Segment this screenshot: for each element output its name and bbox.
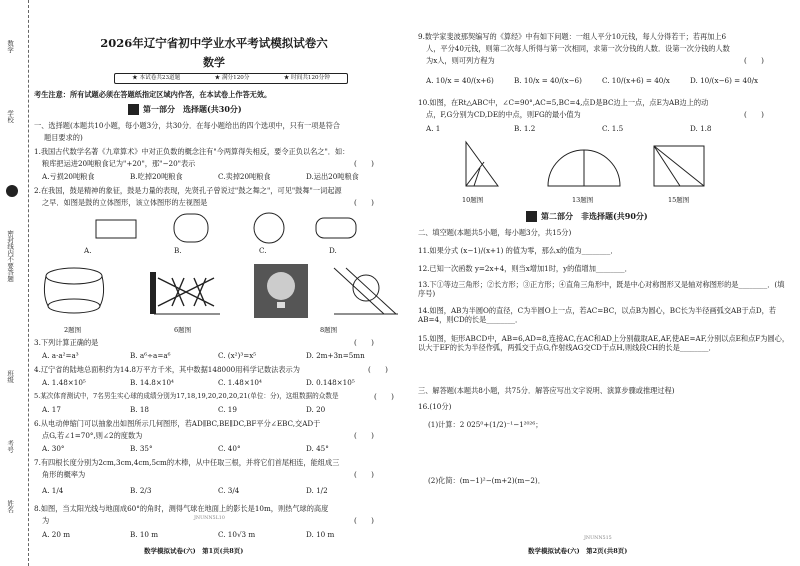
drum-option-b-icon bbox=[174, 214, 208, 242]
question-9-options bbox=[426, 76, 778, 85]
figure-caption-q8: 8题图 bbox=[320, 326, 338, 334]
part1-instructions: 一、选择题(本题共10小题，每小题3分，共30分．在每小题给出的四个选项中，只有一项是符合 bbox=[34, 121, 340, 130]
option-d[interactable]: D. 10 m bbox=[306, 530, 335, 539]
figure-caption-q13: 13题图 bbox=[572, 196, 594, 204]
question-14: 14.如图，AB为半圆O的直径，C为半圆O上一点，若AC=BC，以点B为圆心，BC长为半径画弧交AB于点D，若AB=4，则CD的长是________． bbox=[418, 306, 777, 324]
option-d[interactable]: D. 20 bbox=[306, 405, 326, 414]
option-a[interactable]: A. 1/4 bbox=[42, 486, 64, 495]
question-3-bracket: ( ) bbox=[354, 338, 374, 347]
option-a[interactable]: A. 20 m bbox=[42, 530, 71, 539]
question-8-line2: 为 bbox=[42, 516, 50, 525]
question-2-option-figures bbox=[34, 212, 402, 264]
question-6-line2: 点G,若∠1=70°,则∠2的度数为 bbox=[42, 431, 143, 440]
question-11: 11.如果分式 (x−1)/(x+1) 的值为零，那么x的值为________． bbox=[418, 246, 618, 255]
binding-exam-no: 考号 bbox=[6, 440, 15, 453]
option-d[interactable]: D. 10/(x−6) = 40/x bbox=[690, 76, 759, 85]
question-9-line2: 人，平分40元钱，则第二次每人所得与第一次相同，求第一次分钱的人数．设第一次分钱的人数 bbox=[426, 44, 730, 53]
drum-option-d-icon bbox=[316, 218, 356, 238]
question-7-bracket: ( ) bbox=[354, 470, 374, 479]
option-d[interactable]: D. 1/2 bbox=[306, 486, 328, 495]
question-6-options bbox=[42, 444, 394, 453]
question-5: 5.某次体育测试中，7名男生实心球的成绩分别为17,18,19,20,20,20,21(单位：分)，这组数据的众数是 bbox=[34, 392, 339, 400]
option-c[interactable]: C. 1.5 bbox=[602, 124, 624, 133]
question-3-options bbox=[42, 351, 394, 360]
question-12: 12.已知一次函数 y=2x+4，则当x增加1时，y的值增加________． bbox=[418, 264, 632, 273]
question-5-options bbox=[42, 405, 394, 414]
question-16: 16.(10分) bbox=[418, 402, 452, 411]
option-a[interactable]: A. 1 bbox=[426, 124, 441, 133]
balloon-shadow-figure-icon bbox=[334, 268, 398, 314]
binding-subject: 数学 bbox=[6, 40, 15, 53]
question-10-line1: 10.如图，在Rt△ABC中，∠C=90°,AC=5,BC=4,点D是BC边上一点，点E为AB边上的动 bbox=[418, 98, 709, 107]
option-b[interactable]: B. 18 bbox=[130, 405, 149, 414]
binding-hole-icon bbox=[6, 185, 18, 197]
question-9-line3: 为x人，则可列方程为 bbox=[426, 56, 495, 65]
option-d[interactable]: D. 1.8 bbox=[690, 124, 712, 133]
option-b[interactable]: B. 2/3 bbox=[130, 486, 152, 495]
option-d[interactable]: D. 2m+3n=5mn bbox=[306, 351, 365, 360]
question-2-bracket: ( ) bbox=[354, 198, 374, 207]
question-10-bracket: ( ) bbox=[744, 110, 764, 119]
question-8-bracket: ( ) bbox=[354, 516, 374, 525]
hot-air-balloon-photo-icon bbox=[254, 264, 308, 318]
question-7-line2: 角形的概率为 bbox=[42, 470, 86, 479]
binding-cut-text: 密封线内不要答题 bbox=[6, 230, 15, 282]
question-9-line1: 9.数学家斐波那契编写的《算经》中有如下问题：一组人平分10元钱，每人分得若干；若再加上6 bbox=[418, 32, 727, 41]
part3-instructions: 三、解答题(本题共8小题，共75分．解答应写出文字说明、演算步骤或推理过程) bbox=[418, 386, 675, 395]
binding-school: 学校 bbox=[6, 110, 15, 123]
question-7-options bbox=[42, 486, 394, 495]
question-4-bracket: ( ) bbox=[368, 365, 388, 374]
info-time: ★ 时间共120分钟 bbox=[283, 75, 330, 81]
part2-heading: 第二部分 非选择题(共90分) bbox=[526, 210, 648, 222]
question-1-line2: 粮库把运进20吨粮食记为"+20"，那"−20"表示 bbox=[42, 159, 196, 168]
folding-gate-figure-icon bbox=[150, 272, 220, 314]
rectangle-figure-q15-icon bbox=[654, 146, 704, 186]
option-b[interactable]: B. 1.2 bbox=[514, 124, 536, 133]
question-16-2: (2)化简：(m−1)²−(m+2)(m−2)． bbox=[428, 476, 545, 485]
option-a[interactable]: A. 17 bbox=[42, 405, 61, 414]
option-d[interactable]: D. 45° bbox=[306, 444, 329, 453]
question-9-bracket: ( ) bbox=[744, 56, 764, 65]
question-10-line2: 点，F,G分别为CD,DE的中点，则FG的最小值为 bbox=[426, 110, 581, 119]
question-1-options bbox=[42, 172, 394, 181]
option-d[interactable]: D.运出20吨粮食 bbox=[306, 172, 359, 181]
triangle-figure-q10-icon bbox=[466, 142, 498, 186]
question-16-1: (1)计算：2 025⁰+(1/2)⁻¹−1²⁰²⁶； bbox=[428, 420, 543, 429]
question-1-bracket: ( ) bbox=[354, 159, 374, 168]
option-c[interactable]: C. (x²)³=x⁵ bbox=[218, 351, 257, 360]
info-bar bbox=[114, 73, 348, 84]
figure-caption-q15: 15题图 bbox=[668, 196, 690, 204]
figure-caption-q6: 6题图 bbox=[174, 326, 192, 334]
part1-heading: 第一部分 选择题(共30分) bbox=[128, 103, 242, 115]
q2-opt-b[interactable]: B. bbox=[174, 246, 182, 255]
info-score: ★ 满分120分 bbox=[214, 75, 250, 81]
semicircle-figure-q13-icon bbox=[548, 150, 620, 186]
figure-caption-q2: 2题图 bbox=[64, 326, 82, 334]
footer-right: 数学模拟试卷(六) 第2页(共8页) bbox=[528, 547, 628, 555]
question-4-options bbox=[42, 378, 394, 387]
question-3: 3.下列计算正确的是 bbox=[34, 338, 99, 347]
drum-3d-figure-icon bbox=[44, 268, 103, 313]
part1-instructions-2: 题目要求的) bbox=[44, 133, 83, 142]
option-b[interactable]: B. 10 m bbox=[130, 530, 159, 539]
question-5-bracket: ( ) bbox=[374, 392, 394, 401]
notice: 考生注意：所有试题必须在答题纸指定区域内作答，在本试卷上作答无效。 bbox=[34, 90, 272, 99]
page-title: 2026年辽宁省初中学业水平考试模拟试卷六 bbox=[100, 36, 328, 50]
subject-title: 数学 bbox=[203, 56, 225, 69]
option-c[interactable]: C. 10/(x+6) = 40/x bbox=[602, 76, 670, 85]
question-8-line1: 8.如图，当太阳光线与地面成60°的角时，测得气球在地面上的影长是10m，则热气球的高度 bbox=[34, 504, 329, 513]
q2-opt-a[interactable]: A. bbox=[84, 246, 92, 255]
binding-class: 班级 bbox=[6, 370, 15, 383]
left-figures-row bbox=[34, 258, 402, 324]
option-c[interactable]: C. 19 bbox=[218, 405, 237, 414]
binding-margin bbox=[0, 0, 29, 566]
option-d[interactable]: D. 0.148×10⁵ bbox=[306, 378, 355, 387]
drum-option-c-icon bbox=[254, 213, 284, 243]
q2-opt-c[interactable]: C. bbox=[259, 246, 267, 255]
question-7-line1: 7.有四根长度分别为2cm,3cm,4cm,5cm的木棒，从中任取三根，并将它们首尾相连，能组成三 bbox=[34, 458, 340, 467]
question-6-bracket: ( ) bbox=[354, 431, 374, 440]
section-marker-icon bbox=[526, 211, 537, 222]
option-b[interactable]: B. 35° bbox=[130, 444, 153, 453]
info-count: ★ 本试卷共23道题 bbox=[132, 75, 181, 81]
section-marker-icon bbox=[128, 104, 139, 115]
figure-caption-q10: 10题图 bbox=[462, 196, 484, 204]
question-6-line1: 6.从电动伸缩门可以抽象出如图所示几何图形，若AD∥BC,BE∥DC,BF平分∠EBC,交AD于 bbox=[34, 419, 321, 428]
option-c[interactable]: C. 40° bbox=[218, 444, 241, 453]
option-a[interactable]: A.亏损20吨粮食 bbox=[42, 172, 95, 181]
option-b[interactable]: B.吃掉20吨粮食 bbox=[130, 172, 183, 181]
option-a[interactable]: A. 10/x = 40/(x+6) bbox=[426, 76, 494, 85]
option-c[interactable]: C. 1.48×10⁴ bbox=[218, 378, 262, 387]
option-a[interactable]: A. a·a²=a³ bbox=[42, 351, 79, 360]
question-1-line1: 1.我国古代数学名著《九章算术》中对正负数的概念注有"今两算得失相反，要令正负以名之"．如： bbox=[34, 147, 350, 156]
question-10-options bbox=[426, 124, 778, 133]
question-4: 4.辽宁省的陆地总面积约为14.8万平方千米，其中数据148000用科学记数法表示为 bbox=[34, 365, 300, 374]
question-13: 13.下①等边三角形；②长方形；③正方形；④直角三角形中，既是中心对称图形又是轴对称图形的是________．(填序号) bbox=[418, 280, 785, 298]
option-b[interactable]: B. a⁶÷a=a⁶ bbox=[130, 351, 171, 360]
page-stamp-left: JNUNN5L10 bbox=[194, 516, 225, 521]
footer-left: 数学模拟试卷(六) 第1页(共8页) bbox=[144, 547, 244, 555]
option-c[interactable]: C. 10√3 m bbox=[218, 530, 256, 539]
question-2-line2: 之早．如图是鼓的立体图形，该立体图形的左视图是 bbox=[42, 198, 208, 207]
page-stamp-right: JNUNN515 bbox=[584, 536, 612, 541]
option-b[interactable]: B. 14.8×10⁴ bbox=[130, 378, 174, 387]
question-2-line1: 2.在我国，鼓是精神的象征，鼓是力量的表现，先贤孔子曾说过"鼓之舞之"，可见"鼓舞"一词起源 bbox=[34, 186, 342, 195]
q2-opt-d[interactable]: D. bbox=[329, 246, 337, 255]
question-15: 15.如图，矩形ABCD中，AB=6,AD=8,连接AC,在AC和AD上分别截取AE,AF,使AE=AF,分别以点E和点F为圆心，以大于EF的长为半径作弧，两弧交于点G,作射线AG交CD于点H,则线段CH的长是________． bbox=[418, 334, 790, 352]
part2-instructions: 二、填空题(本题共5小题，每小题3分，共15分) bbox=[418, 228, 572, 237]
right-figures-row bbox=[418, 138, 790, 194]
drum-option-a-icon bbox=[96, 220, 136, 238]
option-c[interactable]: C.卖掉20吨粮食 bbox=[218, 172, 271, 181]
option-a[interactable]: A. 30° bbox=[42, 444, 65, 453]
option-c[interactable]: C. 3/4 bbox=[218, 486, 240, 495]
binding-name: 姓名 bbox=[6, 500, 15, 513]
option-b[interactable]: B. 10/x = 40/(x−6) bbox=[514, 76, 582, 85]
option-a[interactable]: A. 1.48×10⁵ bbox=[42, 378, 86, 387]
question-8-options bbox=[42, 530, 394, 539]
